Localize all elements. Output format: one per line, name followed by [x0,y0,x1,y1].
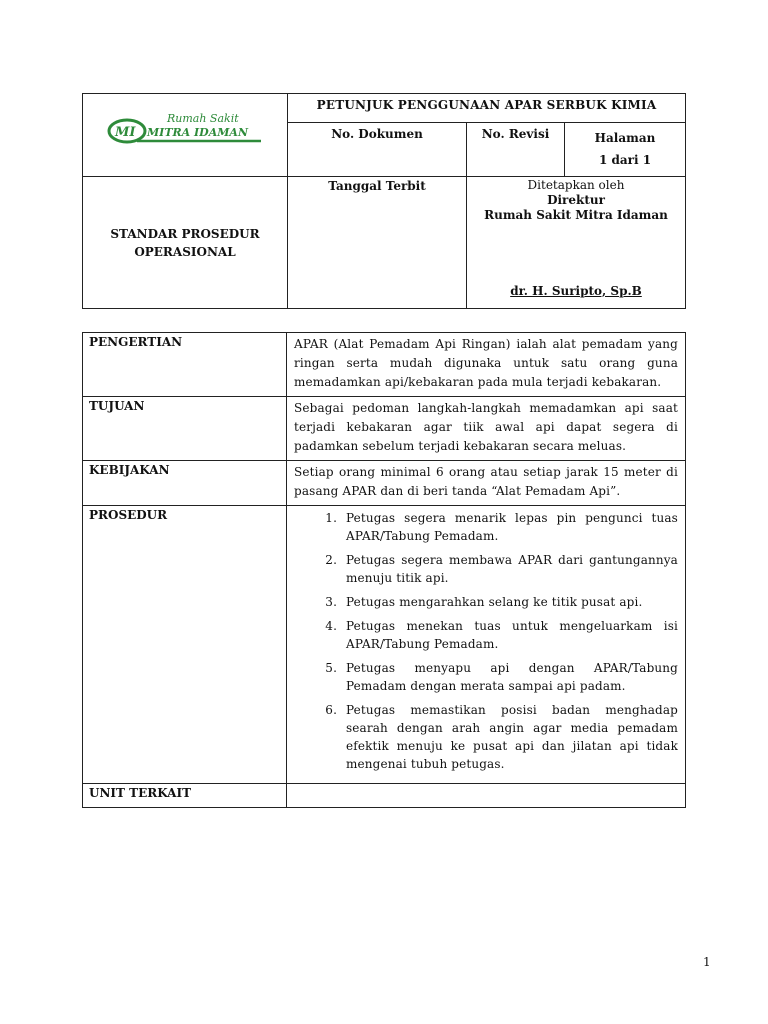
no-dokumen-cell [288,123,467,177]
prosedur-step: 3. Petugas mengarahkan selang ke titik pusat api. [341,593,678,611]
logo-cell [83,94,288,177]
prosedur-step: 5. Petugas menyapu api dengan APAR/Tabung Pemadam dengan merata sampai api padam. [341,659,678,695]
prosedur-step: 4. Petugas menekan tuas untuk mengeluarkam isi APAR/Tabung Pemadam. [341,617,678,653]
no-revisi-label: No. Revisi [481,127,550,141]
ditetapkan-label: Ditetapkan oleh [527,178,625,192]
sop-label-cell [83,177,288,309]
approval-cell [467,177,686,309]
prosedur-step: 1. Petugas segera menarik lepas pin pengunci tuas APAR/Tabung Pemadam. [341,509,678,545]
signatory-name: dr. H. Suripto, Sp.B [510,284,642,298]
kebijakan-text: Setiap orang minimal 6 orang atau setiap jarak 15 meter di pasang APAR dan di beri tanda “Alat Pemadam Api”. [287,461,686,506]
section-row-tujuan [83,397,686,461]
rumah-sakit-label: Rumah Sakit Mitra Idaman [484,208,668,222]
tanggal-terbit-cell [288,177,467,309]
prosedur-step: 2. Petugas segera membawa APAR dari gantungannya menuju titik api. [341,551,678,587]
prosedur-step: 6. Petugas memastikan posisi badan menghadap searah dengan arah angin agar media pemadam efektik menuju ke pusat api dan jilatan api tidak mengenai tubuh petugas. [341,701,678,773]
tanggal-terbit-label: Tanggal Terbit [328,179,426,193]
hospital-logo [107,109,267,149]
page-number: 1 [703,955,711,969]
section-row-kebijakan [83,461,686,506]
kebijakan-label: KEBIJAKAN [83,461,287,506]
section-row-unit-terkait [83,784,686,808]
direktur-label: Direktur [547,193,605,207]
halaman-label: Halaman [594,131,656,145]
prosedur-steps-list [294,509,678,773]
logo-line2: MITRA IDAMAN [147,126,248,139]
halaman-value: 1 dari 1 [598,153,652,167]
sop-line1: STANDAR PROSEDUR [110,226,260,241]
prosedur-label: PROSEDUR [83,506,287,784]
tujuan-text: Sebagai pedoman langkah-langkah memadamkan api saat terjadi kebakaran agar tiik awal api dapat segera di padamkan sebelum terjadi kebakaran secara meluas. [287,397,686,461]
section-row-pengertian [83,333,686,397]
no-dokumen-label: No. Dokumen [331,127,423,141]
logo-mark: MI [115,125,136,140]
unit-terkait-text [287,784,686,808]
sop-content-table [82,332,686,808]
document-title: PETUNJUK PENGGUNAAN APAR SERBUK KIMIA [288,94,686,123]
sop-line2: OPERASIONAL [134,244,236,259]
document-header-table [82,93,686,309]
no-revisi-cell [467,123,565,177]
prosedur-steps-cell [287,506,686,784]
halaman-cell [565,123,686,177]
pengertian-text: APAR (Alat Pemadam Api Ringan) ialah alat pemadam yang ringan serta mudah digunaka untuk satu orang guna memadamkan api/kebakaran pada mula terjadi kebakaran. [287,333,686,397]
section-row-prosedur [83,506,686,784]
unit-terkait-label: UNIT TERKAIT [83,784,287,808]
pengertian-label: PENGERTIAN [83,333,287,397]
tujuan-label: TUJUAN [83,397,287,461]
logo-line1: Rumah Sakit [167,112,239,125]
